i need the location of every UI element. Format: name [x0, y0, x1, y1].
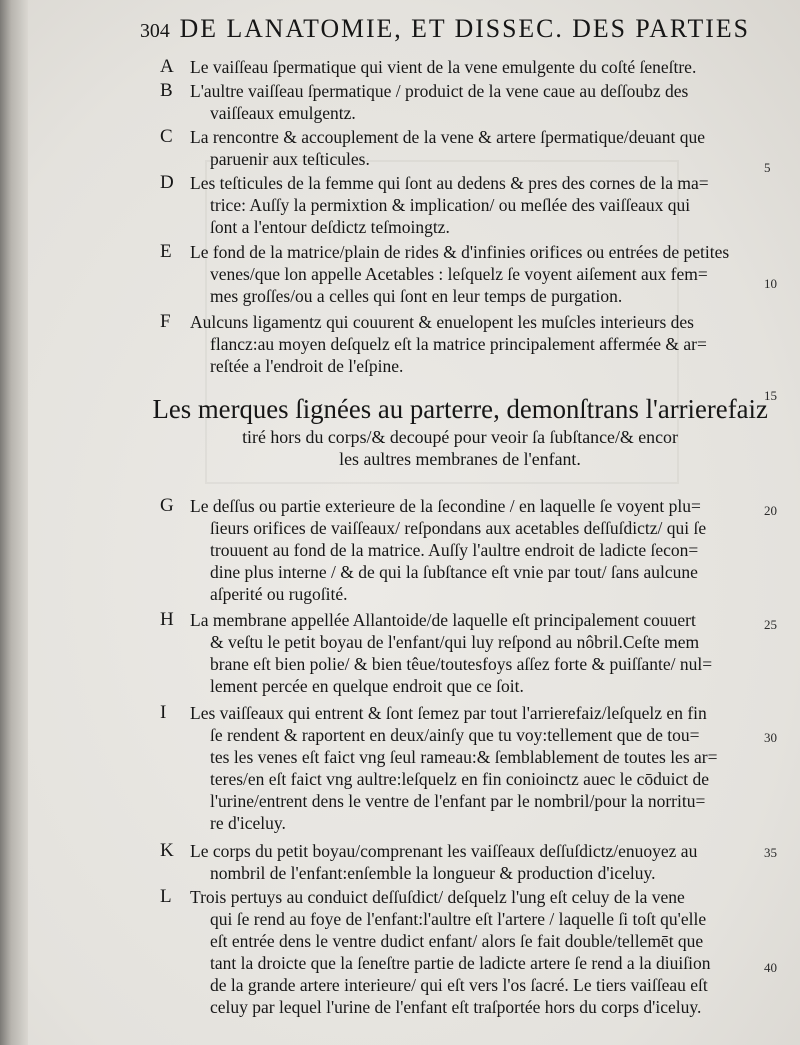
- entry-g: [160, 495, 760, 605]
- entry-letter: G: [160, 495, 174, 516]
- page-binding-shadow: [0, 0, 28, 1045]
- entry-line: Les teſticules de la femme qui ſont au dedens & pres des cornes de la ma=: [190, 173, 709, 193]
- entry-letter: B: [160, 80, 173, 101]
- entry-line: reſtée a l'endroit de l'eſpine.: [210, 356, 404, 376]
- entry-f: [160, 311, 760, 377]
- entry-line: ſont a l'entour deſdictz teſmoingtz.: [210, 217, 450, 237]
- entry-letter: K: [160, 840, 174, 861]
- entry-b: [160, 80, 760, 124]
- entry-line: venes/que lon appelle Acetables : leſquelz ſe voyent aiſement aux fem=: [210, 264, 708, 284]
- entry-line: Les vaiſſeaux qui entrent & ſont ſemez par tout l'arrierefaiz/leſquelz en fin: [190, 703, 707, 723]
- entry-line: mes groſſes/ou a celles qui ſont en leur temps de purgation.: [210, 286, 623, 306]
- entry-line: La rencontre & accouplement de la vene & artere ſpermatique/deuant que: [190, 127, 706, 147]
- section-heading-subtitle-1: tiré hors du corps/& decoupé pour veoir ſa ſubſtance/& encor: [242, 427, 678, 447]
- entry-i: [160, 702, 760, 834]
- entry-line: re d'iceluy.: [210, 813, 286, 833]
- entry-line: La membrane appellée Allantoide/de laquelle eſt principalement couuert: [190, 610, 696, 630]
- entry-line: Aulcuns ligamentz qui couurent & enuelopent les muſcles interieurs des: [190, 312, 694, 332]
- running-head: [140, 14, 765, 44]
- entry-line: celuy par lequel l'urine de l'enfant eſt traſportée hors du corps d'iceluy.: [210, 997, 702, 1017]
- entry-line: Le corps du petit boyau/comprenant les vaiſſeaux deſſuſdictz/enuoyez au: [190, 841, 698, 861]
- entry-letter: F: [160, 311, 171, 332]
- entry-a: [160, 56, 760, 78]
- entry-l: [160, 886, 760, 1018]
- entry-letter: L: [160, 886, 172, 907]
- entry-line: vaiſſeaux emulgentz.: [210, 103, 356, 123]
- entry-c: [160, 126, 760, 170]
- margin-line-number: 40: [764, 960, 777, 975]
- entry-letter: A: [160, 56, 174, 77]
- entry-line: Le vaiſſeau ſpermatique qui vient de la vene emulgente du coſté ſeneſtre.: [190, 57, 697, 77]
- entry-line: brane eſt bien polie/ & bien têue/toutesfoys aſſez forte & puiſſante/ nul=: [210, 654, 713, 674]
- entry-line: Le deſſus ou partie exterieure de la ſecondine / en laquelle ſe voyent plu=: [190, 496, 701, 516]
- entry-letter: D: [160, 172, 174, 193]
- entry-h: [160, 609, 760, 697]
- entry-line: teres/en eſt faict vng aultre:leſquelz en fin conioinctz auec le cōduict de: [210, 769, 710, 789]
- entry-line: ſe rendent & raportent en deux/ainſy que tu voy:tellement que de tou=: [210, 725, 700, 745]
- entry-line: tes les venes eſt faict vng ſeul rameau:& ſemblablement de toutes les ar=: [210, 747, 718, 767]
- entry-line: qui ſe rend au foye de l'enfant:l'aultre eſt l'artere / laquelle ſi toſt qu'elle: [210, 909, 707, 929]
- entry-d: [160, 172, 760, 238]
- margin-line-number: 5: [764, 160, 771, 175]
- folio-number: 304: [140, 20, 170, 42]
- section-heading-subtitle-2: les aultres membranes de l'enfant.: [339, 449, 581, 469]
- entry-letter: C: [160, 126, 173, 147]
- section-heading: [150, 392, 770, 470]
- entry-line: & veſtu le petit boyau de l'enfant/qui luy reſpond au nôbril.Ceſte mem: [210, 632, 700, 652]
- entry-line: lement percée en quelque endroit que ce ſoit.: [210, 676, 524, 696]
- entry-line: paruenir aux teſticules.: [210, 149, 370, 169]
- entry-line: aſperité ou rugoſité.: [210, 584, 348, 604]
- margin-line-number: 35: [764, 845, 777, 860]
- margin-line-number: 25: [764, 617, 777, 632]
- entry-line: dine plus interne / & de qui la ſubſtance eſt vnie par tout/ ſans aulcune: [210, 562, 698, 582]
- entry-line: ſieurs orifices de vaiſſeaux/ reſpondans aux acetables deſſuſdictz/ qui ſe: [210, 518, 707, 538]
- entry-line: tant la droicte que la ſeneſtre partie de ladicte artere ſe rend a la diuiſion: [210, 953, 711, 973]
- entry-e: [160, 241, 760, 307]
- entry-line: Trois pertuys au conduict deſſuſdict/ deſquelz l'ung eſt celuy de la vene: [190, 887, 685, 907]
- margin-line-number: 20: [764, 503, 777, 518]
- margin-line-number: 30: [764, 730, 777, 745]
- entry-line: eſt entrée dens le ventre dudict enfant/ alors ſe fait double/tellemēt que: [210, 931, 704, 951]
- entry-line: de la grande artere interieure/ qui eſt vers l'os ſacré. Le tiers vaiſſeau eſt: [210, 975, 708, 995]
- margin-line-number: 10: [764, 276, 777, 291]
- entry-letter: E: [160, 241, 172, 262]
- entry-line: Le fond de la matrice/plain de rides & d'infinies orifices ou entrées de petites: [190, 242, 730, 262]
- section-heading-title: Les merques ſignées au parterre, demonſtrans l'arrierefaiz: [152, 394, 768, 424]
- entry-line: l'urine/entrent dens le ventre de l'enfant par le nombril/pour la norritu=: [210, 791, 706, 811]
- entry-line: trice: Auſſy la permixtion & implication/ ou meſlée des vaiſſeaux qui: [210, 195, 691, 215]
- entry-line: trouuent au fond de la matrice. Auſſy l'aultre endroit de ladicte ſecon=: [210, 540, 699, 560]
- entry-line: nombril de l'enfant:enſemble la longueur & production d'iceluy.: [210, 863, 656, 883]
- entry-letter: I: [160, 702, 167, 723]
- entry-line: L'aultre vaiſſeau ſpermatique / produict de la vene caue au deſſoubz des: [190, 81, 689, 101]
- entry-k: [160, 840, 760, 884]
- margin-line-number: 15: [764, 388, 777, 403]
- running-head-title: DE LANATOMIE, ET DISSEC. DES PARTIES: [179, 14, 750, 43]
- entry-line: flancz:au moyen deſquelz eſt la matrice principalement affermée & ar=: [210, 334, 707, 354]
- entry-letter: H: [160, 609, 174, 630]
